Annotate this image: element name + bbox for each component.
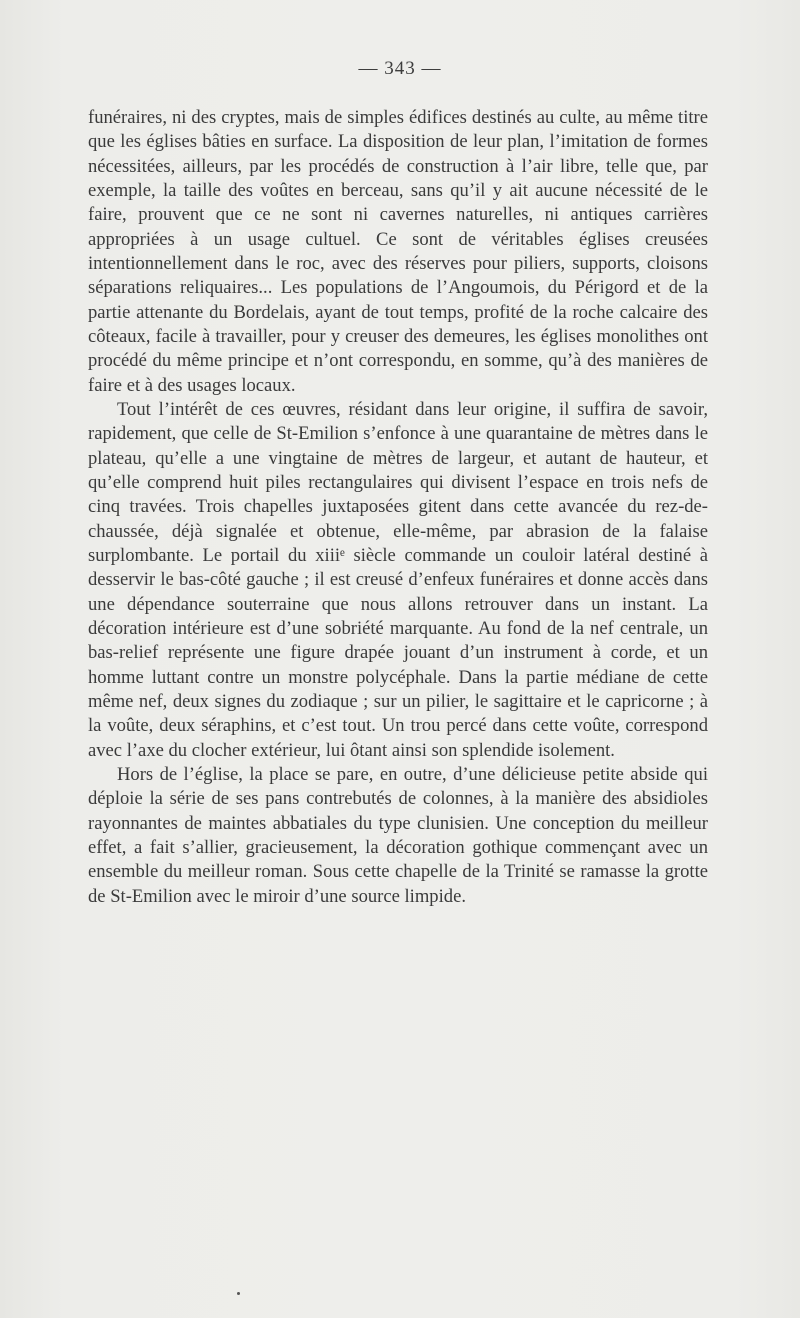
paragraph-3: Hors de l’église, la place se pare, en outre, d’une délicieuse petite abside qui déploie la série de ses pans contrebutés de colonnes, à la manière des absidioles rayonnantes de maintes abbatiales du type clunisien. Une conception du meilleur effet, a fait s’allier, gracieusement, la décoration gothique commençant avec un ensemble du meilleur roman. Sous cette chapelle de la Trinité se ramasse la grotte de St-Emilion avec le miroir d’une source limpide. (88, 763, 708, 907)
body-text (88, 106, 708, 909)
paragraph-2: Tout l’intérêt de ces œuvres, résidant dans leur origine, il suffira de savoir, rapidement, que celle de St-Emilion s’enfonce à une quarantaine de mètres dans le plateau, qu’elle a une vingtaine de mètres de largeur, et autant de hauteur, et qu’elle comprend huit piles rectangulaires qui divisent l’espace en trois nefs de cinq travées. Trois chapelles juxtaposées gitent dans cette avancée du rez-de-chaussée, déjà signalée et obtenue, elle-même, par abrasion de la falaise surplombante. Le portail du xiiiᵉ siècle commande un couloir latéral destiné à desservir le bas-côté gauche ; il est creusé d’enfeux funéraires et donne accès dans une dépendance souterraine que nous allons retrouver dans un instant. La décoration intérieure est d’une sobriété marquante. Au fond de la nef centrale, un bas-relief représente une figure drapée jouant d’un instrument à corde, et un homme luttant contre un monstre polycéphale. Dans la partie médiane de cette même nef, deux signes du zodiaque ; sur un pilier, le sagittaire et le capricorne ; à la voûte, deux séraphins, et c’est tout. Un trou percé dans cette voûte, correspond avec l’axe du clocher extérieur, lui ôtant ainsi son splendide isolement. (88, 398, 708, 761)
ink-speck (237, 1292, 240, 1295)
paragraph-1: funéraires, ni des cryptes, mais de simples édifices destinés au culte, au même titre que les églises bâties en surface. La disposition de leur plan, l’imitation de formes nécessitées, ailleurs, par les procédés de construction à l’air libre, telle que, par exemple, la taille des voûtes en berceau, sans qu’il y ait aucune nécessité de le faire, prouvent que ce ne sont ni cavernes naturelles, ni antiques carrières appropriées à un usage cultuel. Ce sont de véritables églises creusées intentionnellement dans le roc, avec des réserves pour piliers, supports, cloisons séparations reliquaires... Les populations de l’Angoumois, du Périgord et de la partie attenante du Bordelais, ayant de tout temps, profité de la roche calcaire des côteaux, facile à travailler, pour y creuser des demeures, les églises monolithes ont procédé du même principe et n’ont correspondu, en somme, qu’à des manières de faire et à des usages locaux. (88, 107, 708, 396)
page-number: — 343 — (358, 58, 442, 79)
